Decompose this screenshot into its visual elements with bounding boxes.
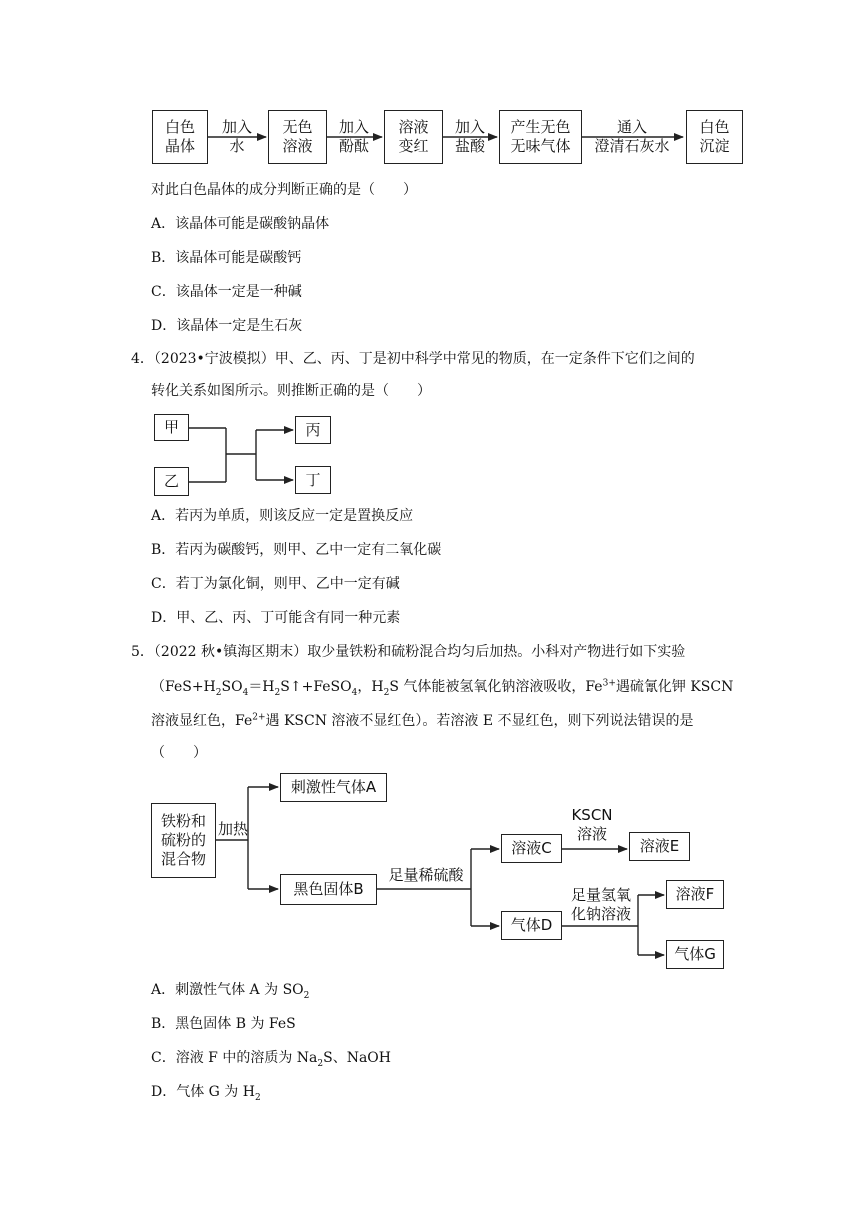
q3-option-d: D．该晶体一定是生石灰	[151, 318, 303, 334]
q4-option-b: B．若丙为碳酸钙，则甲、乙中一定有二氧化碳	[151, 542, 442, 558]
flow-box-white-crystal: 白色 晶体	[152, 110, 208, 164]
q5-label-naoh: 足量氢氧 化钠溶液	[570, 886, 631, 923]
q4-option-d: D．甲、乙、丙、丁可能含有同一种元素	[151, 610, 401, 626]
q5-label-heat: 加热	[217, 820, 248, 838]
q5-stem-line4: （ ）	[151, 745, 207, 761]
flow-arrow-label-limewater: 通入 澄清石灰水	[594, 118, 670, 155]
q3-option-b: B．该晶体可能是碳酸钙	[151, 250, 302, 266]
q5-option-c: C．溶液 F 中的溶质为 $Na_2S$、NaOH	[151, 1050, 391, 1069]
q5-box-solution-e: 溶液E	[629, 832, 690, 861]
flow-arrow-label-hcl: 加入 盐酸	[454, 118, 485, 155]
q5-option-b: B．黑色固体 B 为 FeS	[151, 1016, 296, 1032]
q5-box-solid-b: 黑色固体B	[280, 874, 377, 905]
q4-stem-line2: 转化关系如图所示。则推断正确的是（ ）	[151, 383, 431, 399]
flow-box-colorless-solution: 无色 溶液	[268, 110, 327, 164]
q5-box-mixture: 铁粉和 硫粉的 混合物	[151, 803, 216, 878]
q5-label-kscn: KSCN 溶液	[571, 806, 613, 843]
q4-stem-line1: 4．（2023•宁波模拟）甲、乙、丙、丁是初中科学中常见的物质，在一定条件下它们之间的	[131, 351, 695, 367]
flow-arrow-label-phenolphthalein: 加入 酚酞	[338, 118, 369, 155]
q4-lines	[189, 428, 293, 482]
q5-stem-line3: 溶液显红色，$Fe^{2+}$遇 KSCN 溶液不显红色）。若溶液 E 不显红色，则下列说法错误的是	[151, 712, 694, 729]
q3-option-c: C．该晶体一定是一种碱	[151, 284, 302, 300]
q5-option-a: A．刺激性气体 A 为 $SO_2$	[151, 982, 310, 1001]
q4-box-jia: 甲	[154, 414, 189, 441]
q5-box-gas-d: 气体D	[501, 911, 562, 940]
flow-box-white-precipitate: 白色 沉淀	[686, 110, 743, 164]
q5-box-solution-c: 溶液C	[501, 834, 562, 863]
flow-arrow-label-water: 加入 水	[221, 118, 252, 155]
q5-label-acid: 足量稀硫酸	[388, 866, 464, 884]
q4-option-a: A．若丙为单质，则该反应一定是置换反应	[151, 508, 414, 524]
q3-stem: 对此白色晶体的成分判断正确的是（ ）	[151, 182, 417, 198]
q5-box-gas-a: 刺激性气体A	[280, 773, 387, 802]
q5-option-d: D．气体 G 为 $H_2$	[151, 1084, 261, 1103]
q4-box-yi: 乙	[154, 467, 189, 496]
q5-box-solution-f: 溶液F	[666, 880, 724, 909]
q5-stem-line1: 5．（2022 秋•镇海区期末）取少量铁粉和硫粉混合均匀后加热。小科对产物进行如下实验	[131, 644, 686, 660]
q4-box-bing: 丙	[295, 416, 331, 444]
q4-option-c: C．若丁为氯化铜，则甲、乙中一定有碱	[151, 576, 400, 592]
flow-box-gas: 产生无色 无味气体	[499, 110, 582, 164]
q5-box-gas-g: 气体G	[666, 940, 724, 969]
q3-option-a: A．该晶体可能是碳酸钠晶体	[151, 216, 330, 232]
q4-box-ding: 丁	[295, 466, 331, 494]
flow-box-solution-red: 溶液 变红	[384, 110, 443, 164]
q5-stem-line2: （$FeS+H_2SO_4=H_2S↑+FeSO_4$，$H_2S$ 气体能被氢氧化钠溶液吸收，$Fe^{3+}$遇硫氰化钾 KSCN	[151, 678, 734, 698]
